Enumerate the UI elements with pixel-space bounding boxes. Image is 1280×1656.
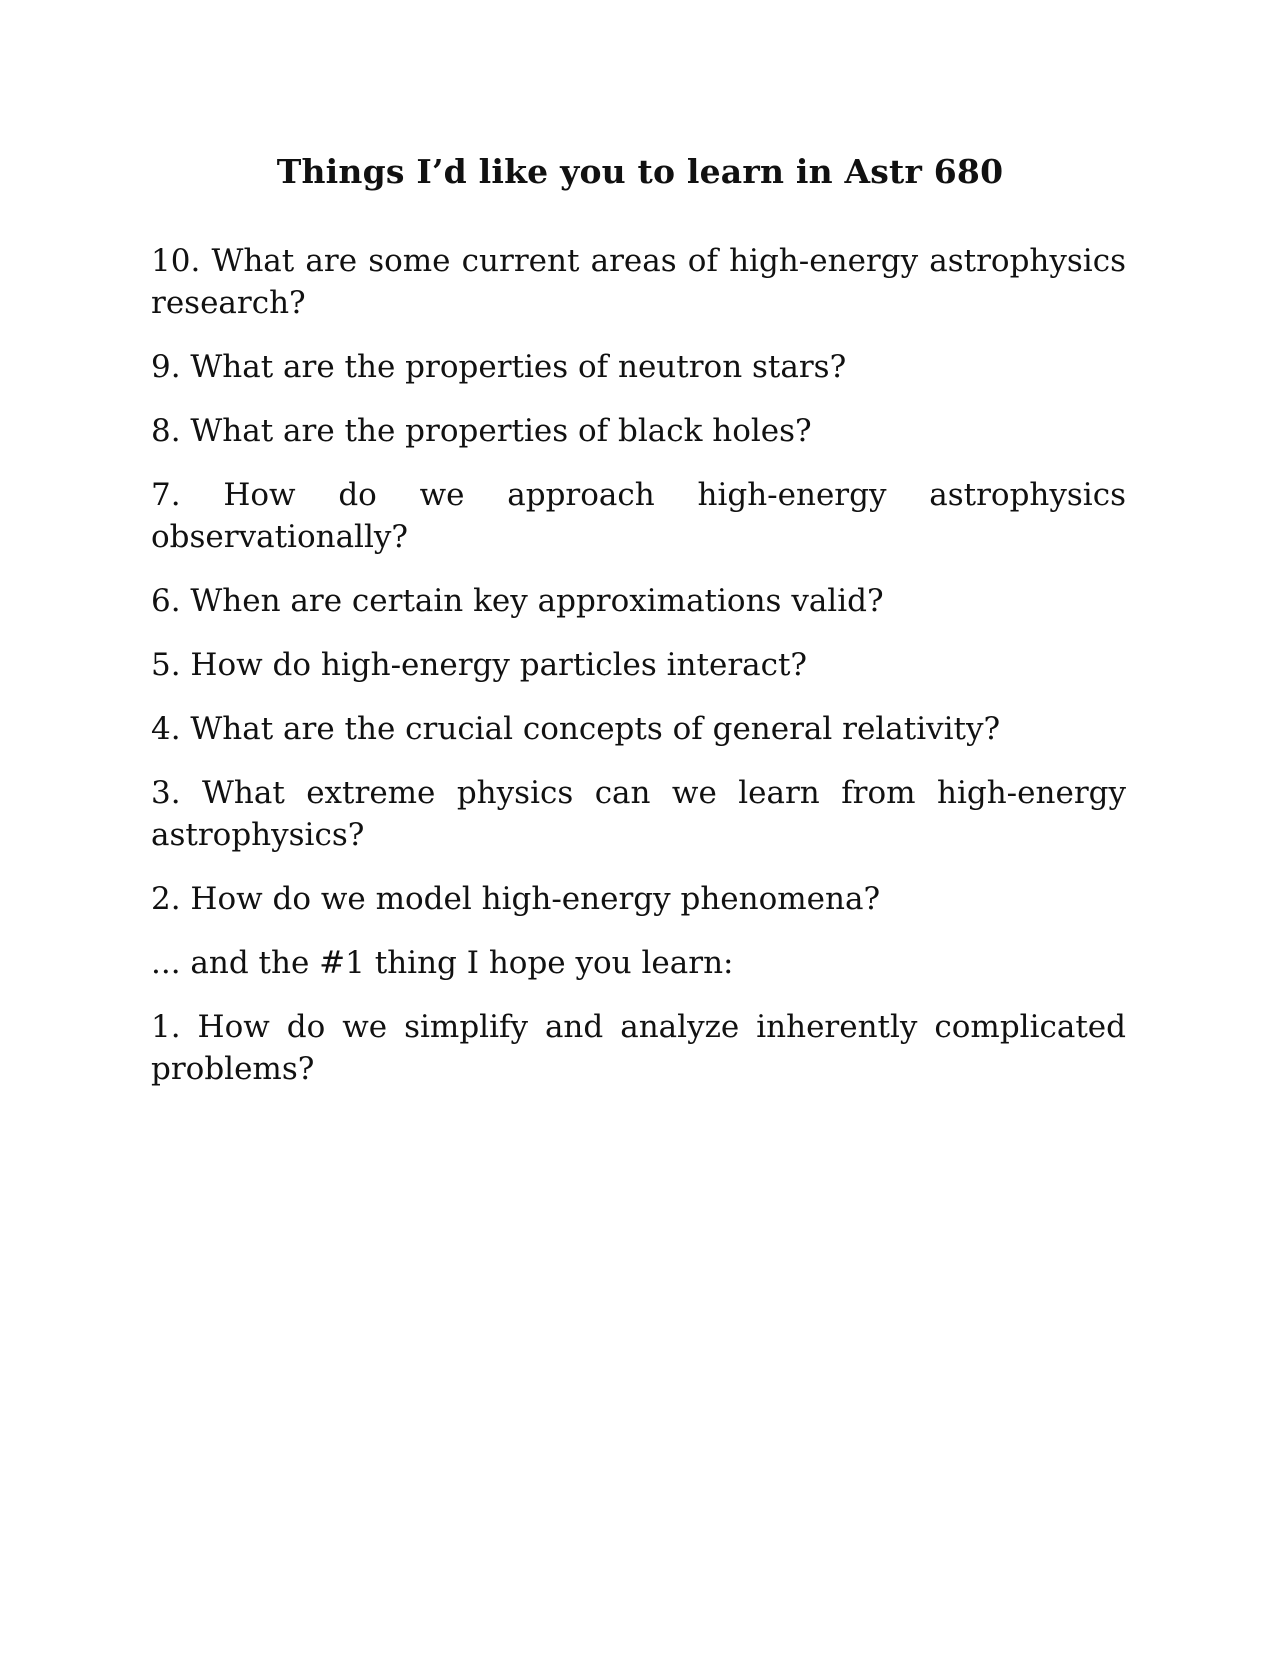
- list-item: 1. How do we simplify and analyze inherently complicated problems?: [151, 1009, 1126, 1087]
- list-item: 4. What are the crucial concepts of general relativity?: [151, 711, 1001, 747]
- list-item: ... and the #1 thing I hope you learn:: [151, 945, 734, 981]
- list-item: 8. What are the properties of black holes?: [151, 413, 812, 449]
- list-item: 2. How do we model high-energy phenomena?: [151, 881, 881, 917]
- list-item: 3. What extreme physics can we learn from high-energy astrophysics?: [151, 775, 1126, 853]
- list-item: 7. How do we approach high-energy astrophysics observationally?: [151, 477, 1126, 555]
- list-item: 6. When are certain key approximations valid?: [151, 583, 884, 619]
- page-title: Things I’d like you to learn in Astr 680: [276, 152, 1004, 191]
- list-item: 9. What are the properties of neutron stars?: [151, 349, 847, 385]
- learning-goals-list: [151, 240, 1126, 1112]
- list-item: 10. What are some current areas of high-energy astrophysics research?: [151, 243, 1126, 321]
- list-item: 5. How do high-energy particles interact?: [151, 647, 808, 683]
